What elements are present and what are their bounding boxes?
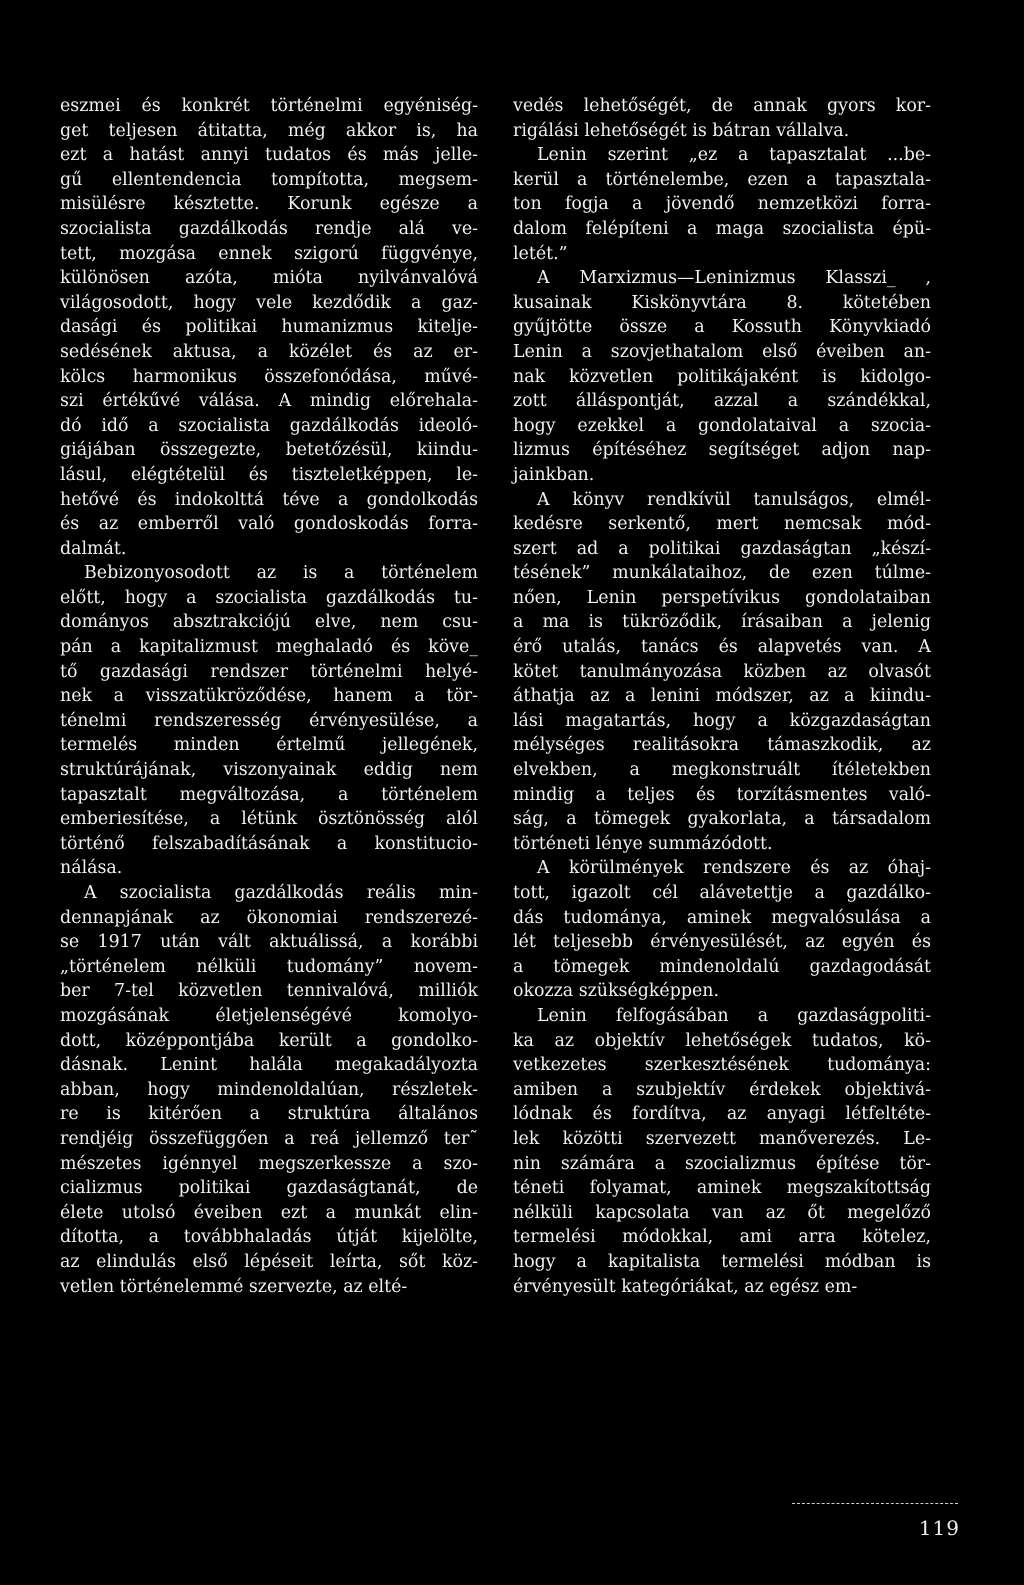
- page-number-rule: [792, 1503, 958, 1504]
- text-line: okozza szükségképpen.: [513, 981, 719, 1002]
- text-line: nin számára a szocializmus építése tör-: [513, 1153, 931, 1174]
- text-line: A szocialista gazdálkodás reális min-: [84, 883, 478, 903]
- text-line: szocialista gazdálkodás rendje alá ve-: [60, 218, 478, 239]
- page-number: 119: [918, 1516, 960, 1540]
- text-line: nélküli kapcsolata van az őt megelőző: [513, 1202, 931, 1223]
- text-line: tésének” munkálataihoz, de ezen túlme-: [513, 563, 931, 584]
- text-line: dás tudománya, aminek megvalósulása a: [513, 907, 931, 928]
- paragraph: [60, 561, 478, 881]
- text-line: előtt, hogy a szocialista gazdálkodás tu-: [60, 587, 478, 608]
- text-line: mélységes realitásokra támaszkodik, az: [513, 735, 931, 756]
- text-line: se 1917 után vált aktuálissá, a korábbi: [60, 932, 478, 953]
- text-line: letét.”: [513, 243, 568, 264]
- paragraph: [513, 488, 931, 857]
- text-line: zott álláspontját, azzal a szándékkal,: [513, 391, 931, 412]
- text-line: kusainak Kiskönyvtára 8. kötetében: [513, 292, 931, 313]
- text-line: mindig a teljes és torzításmentes való-: [513, 784, 931, 805]
- paragraph: [513, 143, 931, 266]
- text-line: kölcs harmonikus összefonódása, művé-: [60, 366, 478, 387]
- paragraph: [60, 881, 478, 1299]
- text-line: hogy a kapitalista termelési módban is: [513, 1251, 931, 1272]
- text-line: nak közvetlen politikájaként is kidolgo-: [513, 366, 931, 387]
- text-line: történeti lénye summázódott.: [513, 833, 773, 854]
- text-line: rigálási lehetőségét is bátran vállalva.: [513, 120, 850, 141]
- text-line: misülésre késztette. Korunk egésze a: [60, 194, 478, 215]
- text-line: A Marxizmus—Leninizmus Klasszi_ ,: [537, 268, 931, 289]
- text-line: A könyv rendkívül tanulságos, elmél-: [537, 489, 931, 510]
- text-line: gű ellentendencia tompította, megsem-: [60, 169, 478, 190]
- text-line: lódnak és fordítva, az anyagi létfeltéte-: [513, 1104, 931, 1125]
- text-line: tő gazdasági rendszer történelmi helyé-: [60, 661, 478, 682]
- text-line: lásul, elégtételül és tiszteletképpen, le-: [60, 464, 478, 485]
- text-line: dalom felépíteni a maga szocialista épü-: [513, 218, 931, 239]
- text-line: hetővé és indokolttá téve a gondolkodás: [60, 489, 478, 510]
- text-line: szert ad a politikai gazdaságtan „készí-: [513, 538, 931, 559]
- text-line: nálása.: [60, 858, 123, 879]
- text-line: a tömegek mindenoldalú gazdagodását: [513, 956, 931, 977]
- text-line: A körülmények rendszere és az óhaj-: [537, 858, 931, 879]
- text-line: elvekben, a megkonstruált ítéletekben: [513, 760, 931, 781]
- text-line: tapasztalt megváltozása, a történelem: [60, 784, 478, 805]
- paragraph: [513, 1004, 931, 1299]
- text-line: get teljesen átitatta, még akkor is, ha: [60, 120, 478, 141]
- text-line: lek közötti szervezett manőverezés. Le-: [513, 1128, 931, 1149]
- text-line: téneti folyamat, aminek megszakítottság: [513, 1178, 931, 1199]
- text-line: dott, középpontjába került a gondolko-: [60, 1030, 478, 1051]
- text-line: szi értékűvé válása. A mindig előrehala-: [60, 391, 478, 412]
- left-text-column: [60, 94, 478, 1299]
- text-line: vetkezetes szerkesztésének tudománya:: [513, 1055, 931, 1076]
- text-line: lizmus építéséhez segítséget adjon nap-: [513, 440, 931, 461]
- text-line: ka az objektív lehetőségek tudatos, kö-: [513, 1030, 931, 1051]
- text-line: kerül a történelembe, ezen a tapasztala-: [513, 169, 931, 190]
- text-line: nően, Lenin perspetívikus gondolataiban: [513, 587, 931, 608]
- text-line: lási magatartás, hogy a közgazdaságtan: [513, 710, 931, 731]
- text-line: Lenin felfogásában a gazdaságpoliti-: [537, 1005, 931, 1026]
- text-line: dományos absztrakciójú elve, nem csu-: [60, 612, 478, 633]
- text-line: nek a visszatükröződése, hanem a tör-: [60, 686, 478, 707]
- text-line: giájában összegezte, betetőzésül, kiindu-: [60, 440, 478, 461]
- text-line: Lenin szerint „ez a tapasztalat ...be-: [537, 145, 931, 166]
- text-line: dennapjának az ökonomiai rendszerezé-: [60, 907, 478, 928]
- text-line: az elindulás első lépéseit leírta, sőt köz-: [60, 1251, 478, 1272]
- text-line: dásnak. Lenint halála megakadályozta: [60, 1055, 478, 1076]
- text-line: Lenin a szovjethatalom első éveiben an-: [513, 341, 931, 362]
- text-line: élete utolsó éveiben ezt a munkát elin-: [60, 1202, 478, 1223]
- text-line: pán a kapitalizmust meghaladó és köve_: [60, 637, 478, 658]
- text-line: ság, a tömegek gyakorlata, a társadalom: [513, 809, 931, 830]
- text-line: sedésének aktusa, a közélet és az er-: [60, 341, 478, 362]
- text-line: világosodott, hogy vele kezdődik a gaz-: [60, 292, 478, 313]
- text-line: kötet tanulmányozása közben az olvasót: [513, 661, 931, 682]
- paragraph: [513, 856, 931, 1004]
- paragraph: [513, 94, 931, 143]
- text-line: dalmát.: [60, 538, 127, 559]
- text-line: amiben a szubjektív érdekek objektivá-: [513, 1079, 931, 1100]
- text-line: struktúrájának, viszonyainak eddig nem: [60, 760, 478, 781]
- text-line: mészetes igénnyel megszerkessze a szo-: [60, 1153, 478, 1174]
- paragraph: [60, 94, 478, 561]
- text-line: különösen azóta, mióta nyilvánvalóvá: [60, 268, 478, 289]
- text-line: ber 7-tel közvetlen tennivalóvá, milliók: [60, 981, 478, 1002]
- text-line: ton fogja a jövendő nemzetközi forra-: [513, 194, 931, 215]
- text-line: áthatja az a lenini módszer, az a kiindu-: [513, 686, 931, 707]
- text-line: hogy ezekkel a gondolataival a szocia-: [513, 415, 931, 436]
- text-line: dasági és politikai humanizmus kitelje-: [60, 317, 478, 338]
- text-line: történő felszabadításának a konstitucio-: [60, 833, 478, 854]
- text-line: mozgásának életjelenségévé komolyo-: [60, 1005, 478, 1026]
- text-line: ezt a hatást annyi tudatos és más jelle-: [60, 145, 478, 166]
- text-line: „történelem nélküli tudomány” novem-: [60, 956, 478, 977]
- text-line: ténelmi rendszeresség érvényesülése, a: [60, 710, 478, 731]
- text-line: jainkban.: [513, 464, 595, 485]
- text-line: termelési módokkal, ami arra kötelez,: [513, 1227, 931, 1248]
- text-line: érvényesült kategóriákat, az egész em-: [513, 1276, 858, 1297]
- text-line: tott, igazolt cél alávetettje a gazdálko-: [513, 883, 931, 903]
- text-line: rendjéig összefüggően a reá jellemző ter˜: [60, 1128, 478, 1149]
- text-line: gyűjtötte össze a Kossuth Könyvkiadó: [513, 317, 931, 338]
- text-line: lét teljesebb érvényesülését, az egyén és: [513, 932, 931, 953]
- text-line: Bebizonyosodott az is a történelem: [84, 563, 478, 584]
- paragraph: [513, 266, 931, 487]
- text-line: cializmus politikai gazdaságtanát, de: [60, 1178, 478, 1199]
- text-line: dó idő a szocialista gazdálkodás ideoló-: [60, 415, 478, 436]
- text-line: vedés lehetőségét, de annak gyors kor-: [513, 96, 931, 116]
- right-text-column: [513, 94, 931, 1299]
- text-line: abban, hogy mindenoldalúan, részletek-: [60, 1079, 478, 1100]
- text-line: vetlen történelemmé szervezte, az elté-: [60, 1276, 408, 1297]
- text-line: termelés minden értelmű jellegének,: [60, 735, 478, 756]
- text-line: és az emberről való gondoskodás forra-: [60, 514, 478, 535]
- text-line: re is kitérően a struktúra általános: [60, 1104, 478, 1125]
- text-line: a ma is tükröződik, írásaiban a jelenig: [513, 612, 931, 633]
- text-line: kedésre serkentő, mert nemcsak mód-: [513, 514, 931, 535]
- text-line: érő utalás, tanács és alapvetés van. A: [513, 637, 931, 658]
- text-line: emberiesítése, a létünk ösztönösség alól: [60, 809, 478, 830]
- text-line: tett, mozgása ennek szigorú függvénye,: [60, 243, 478, 264]
- text-line: dította, a továbbhaladás útját kijelölte,: [60, 1227, 478, 1248]
- text-line: eszmei és konkrét történelmi egyéniség-: [60, 96, 478, 116]
